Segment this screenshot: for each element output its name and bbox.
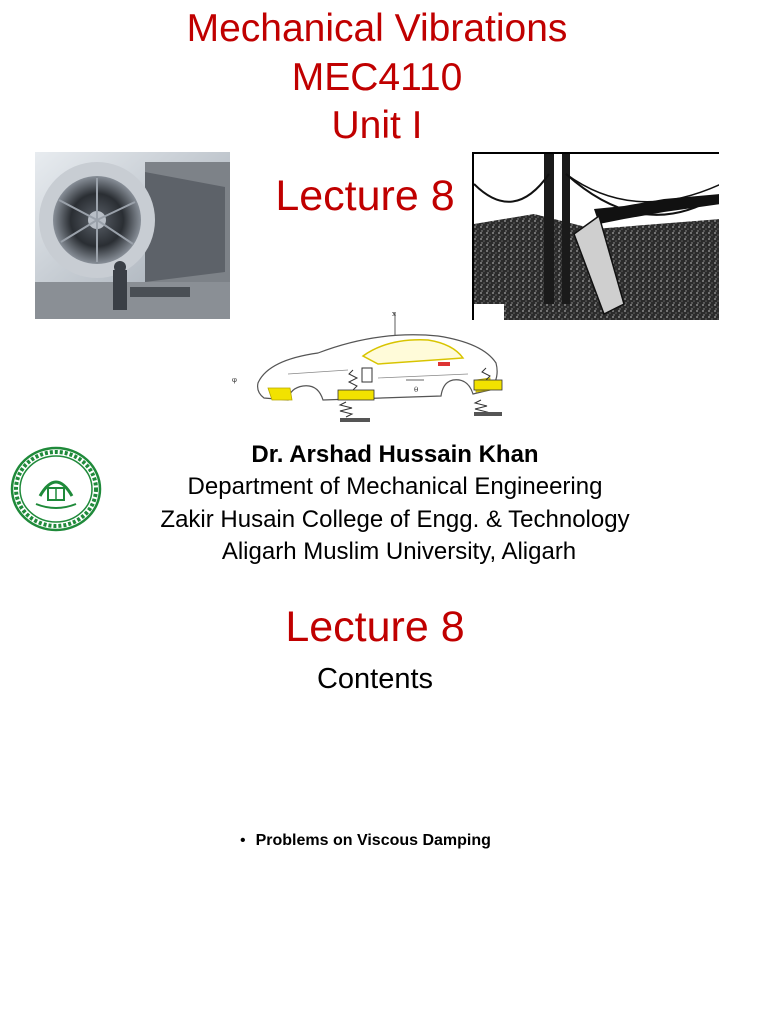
bridge-collapse-photo — [472, 152, 719, 320]
svg-text:x: x — [392, 310, 396, 318]
lecture-title: Lecture 8 — [275, 172, 455, 220]
author-name: Dr. Arshad Hussain Khan — [251, 441, 539, 468]
list-item-text: Problems on Viscous Damping — [255, 832, 491, 849]
contents-heading: Contents — [316, 663, 434, 695]
department: Department of Mechanical Engineering — [187, 473, 603, 500]
jet-engine-photo — [35, 152, 230, 319]
bullet-icon: • — [240, 832, 246, 849]
university: Aligarh Muslim University, Aligarh — [221, 538, 577, 565]
list-item — [240, 831, 491, 851]
unit-label: Unit I — [331, 104, 423, 147]
college: Zakir Husain College of Engg. & Technology — [160, 506, 630, 533]
lecture-heading: Lecture 8 — [285, 603, 465, 651]
course-code: MEC4110 — [291, 56, 463, 99]
car-suspension-diagram — [228, 308, 520, 424]
svg-text:φ: φ — [232, 376, 237, 384]
course-title: Mechanical Vibrations — [186, 7, 568, 50]
svg-text:θ: θ — [414, 386, 419, 394]
